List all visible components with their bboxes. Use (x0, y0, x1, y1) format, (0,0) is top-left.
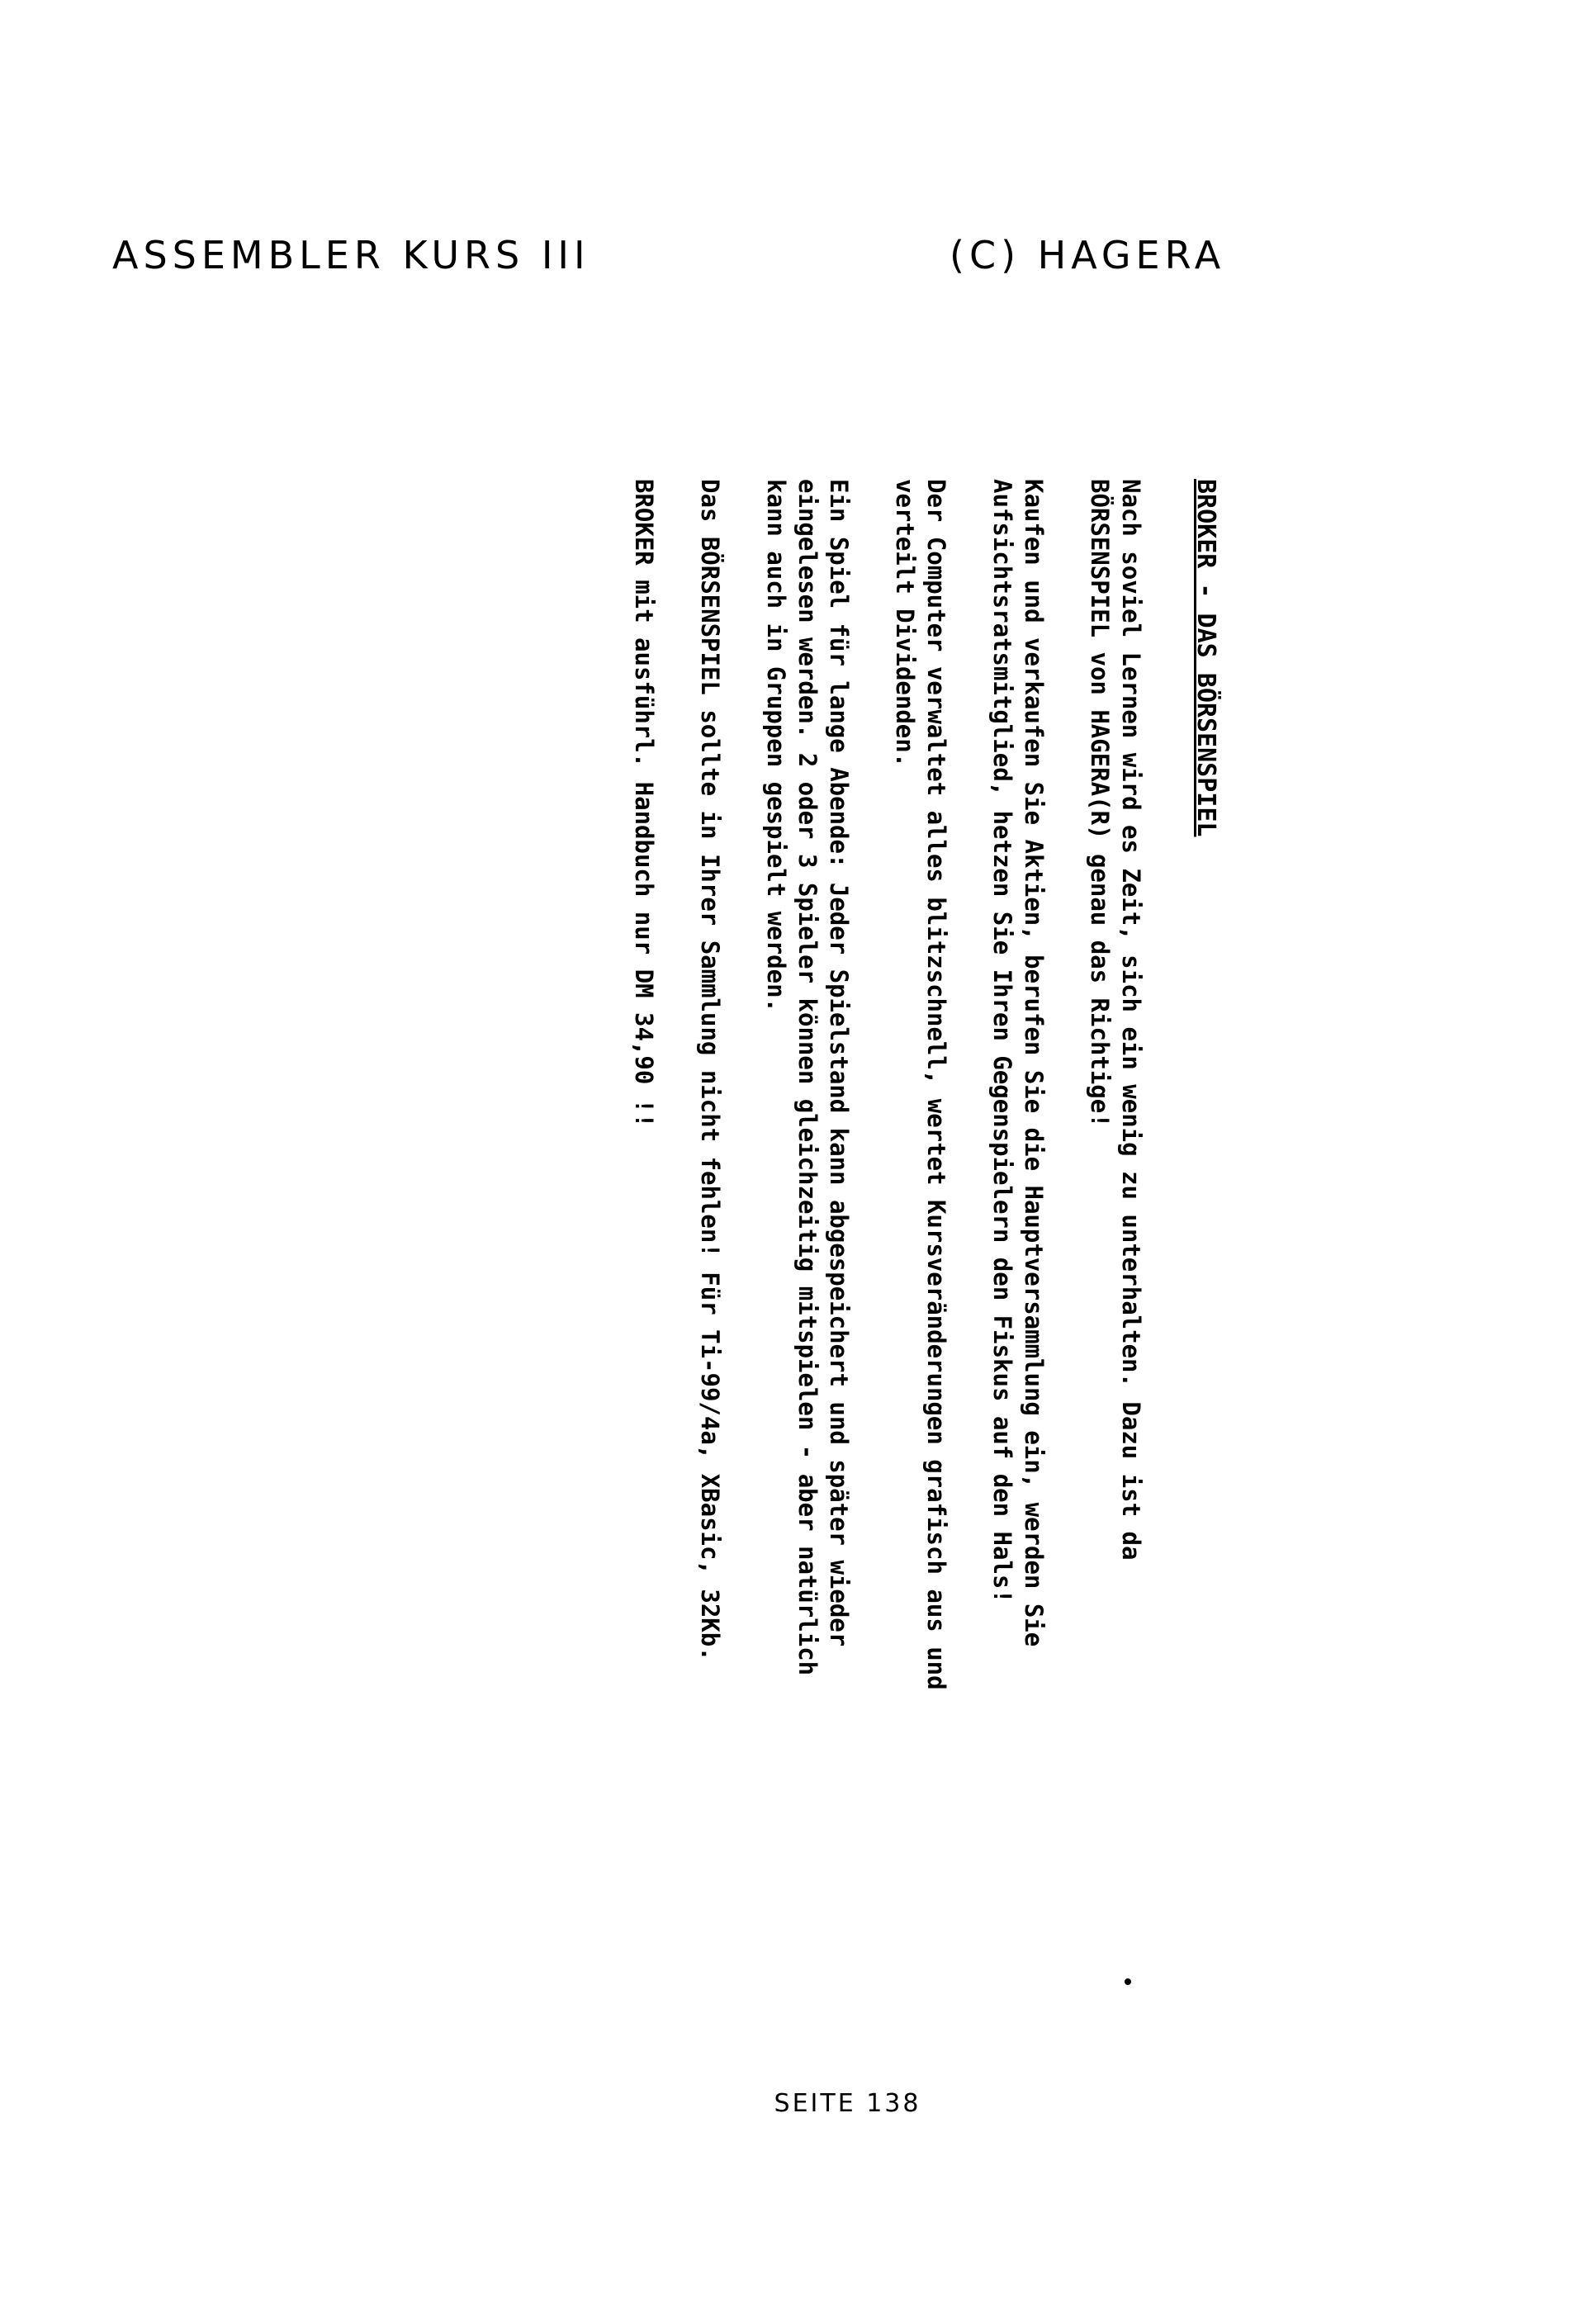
paragraph-computer: Der Computer verwaltet alles blitzschnell, wertet Kursveränderungen grafisch aus und verteilt Dividenden. (891, 479, 950, 1690)
paragraph-price: BROKER mit ausführl. Handbuch nur DM 34,90 !! (630, 479, 658, 1128)
rotated-article (297, 479, 1222, 1932)
paragraph-intro: Nach soviel Lernen wird es Zeit, sich ein wenig zu unterhalten. Dazu ist da BÖRSENSPIEL von HAGERA(R) genau das Richtige! (1086, 479, 1145, 1561)
paragraph-collection: Das BÖRSENSPIEL sollte in Ihrer Sammlung nicht fehlen! Für Ti-99/4a, XBasic, 32Kb. (696, 479, 724, 1661)
page-footer: SEITE 138 (774, 2089, 921, 2118)
paragraph-evenings: Ein Spiel für lange Abende: Jeder Spielstand kann abgespeichert und später wieder eingelesen werden. 2 oder 3 Spieler können gleichzeitig mitspielen - aber natürlich kann auch in Gruppen gespielt werden. (762, 479, 853, 1676)
header-copyright: (C) HAGERA (950, 233, 1226, 277)
header-title: ASSEMBLER KURS III (112, 233, 590, 277)
scan-speck (1125, 1978, 1131, 1985)
page-header (112, 233, 1400, 282)
paragraph-gameplay: Kaufen und verkaufen Sie Aktien, berufen Sie die Hauptversammlung ein, werden Sie Aufsichtsratsmitglied, hetzen Sie Ihren Gegenspielern den Fiskus auf den Hals! (988, 479, 1048, 1647)
article-title: BROKER - DAS BÖRSENSPIEL (1191, 479, 1220, 837)
